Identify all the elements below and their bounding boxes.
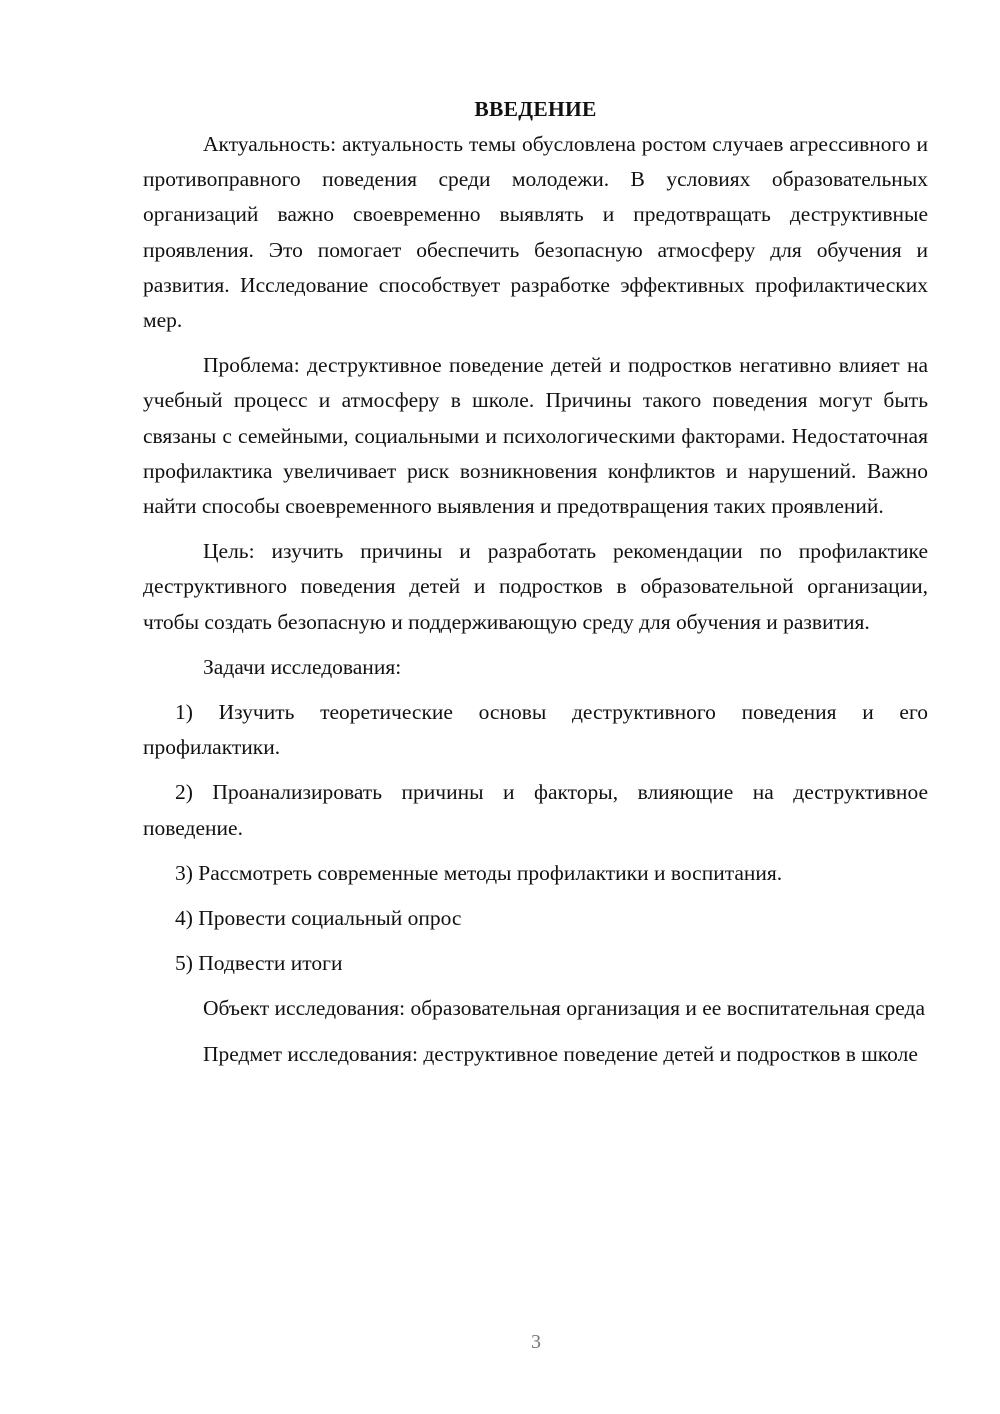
relevance-paragraph: Актуальность: актуальность темы обусловлена ростом случаев агрессивного и противоправного поведения среди молодежи. В условиях образовательных организаций важно своевременно выявлять и предотвращать деструктивные проявления. Это помогает обеспечить безопасную атмосферу для обучения и развития. Исследование способствует разработке эффективных профилактических мер. bbox=[143, 132, 928, 333]
problem-paragraph: Проблема: деструктивное поведение детей и подростков негативно влияет на учебный процесс и атмосферу в школе. Причины такого поведения могут быть связаны с семейными, социальными и психологическими факторами. Недостаточная профилактика увеличивает риск возникновения конфликтов и нарушений. Важно найти способы своевременного выявления и предотвращения таких проявлений. bbox=[143, 353, 928, 519]
document-page bbox=[143, 92, 928, 1072]
task-item: 3) Рассмотреть современные методы профилактики и воспитания. bbox=[175, 860, 783, 885]
page-title: ВВЕДЕНИЕ bbox=[474, 97, 597, 121]
goal-paragraph: Цель: изучить причины и разработать рекомендации по профилактике деструктивного поведения детей и подростков в образовательной организации, чтобы создать безопасную и поддерживающую среду для обучения и развития. bbox=[143, 539, 928, 634]
task-item: 4) Провести социальный опрос bbox=[175, 906, 462, 931]
task-item: 5) Подвести итоги bbox=[175, 951, 343, 976]
tasks-heading: Задачи исследования: bbox=[203, 654, 402, 679]
subject-paragraph: Предмет исследования: деструктивное поведение детей и подростков в школе bbox=[203, 1041, 918, 1066]
task-item: 2) Проанализировать причины и факторы, влияющие на деструктивное поведение. bbox=[143, 780, 928, 840]
page-number: 3 bbox=[531, 1331, 541, 1353]
task-item: 1) Изучить теоретические основы деструктивного поведения и его профилактики. bbox=[143, 700, 928, 760]
object-paragraph: Объект исследования: образовательная организация и ее воспитательная среда bbox=[203, 996, 926, 1021]
